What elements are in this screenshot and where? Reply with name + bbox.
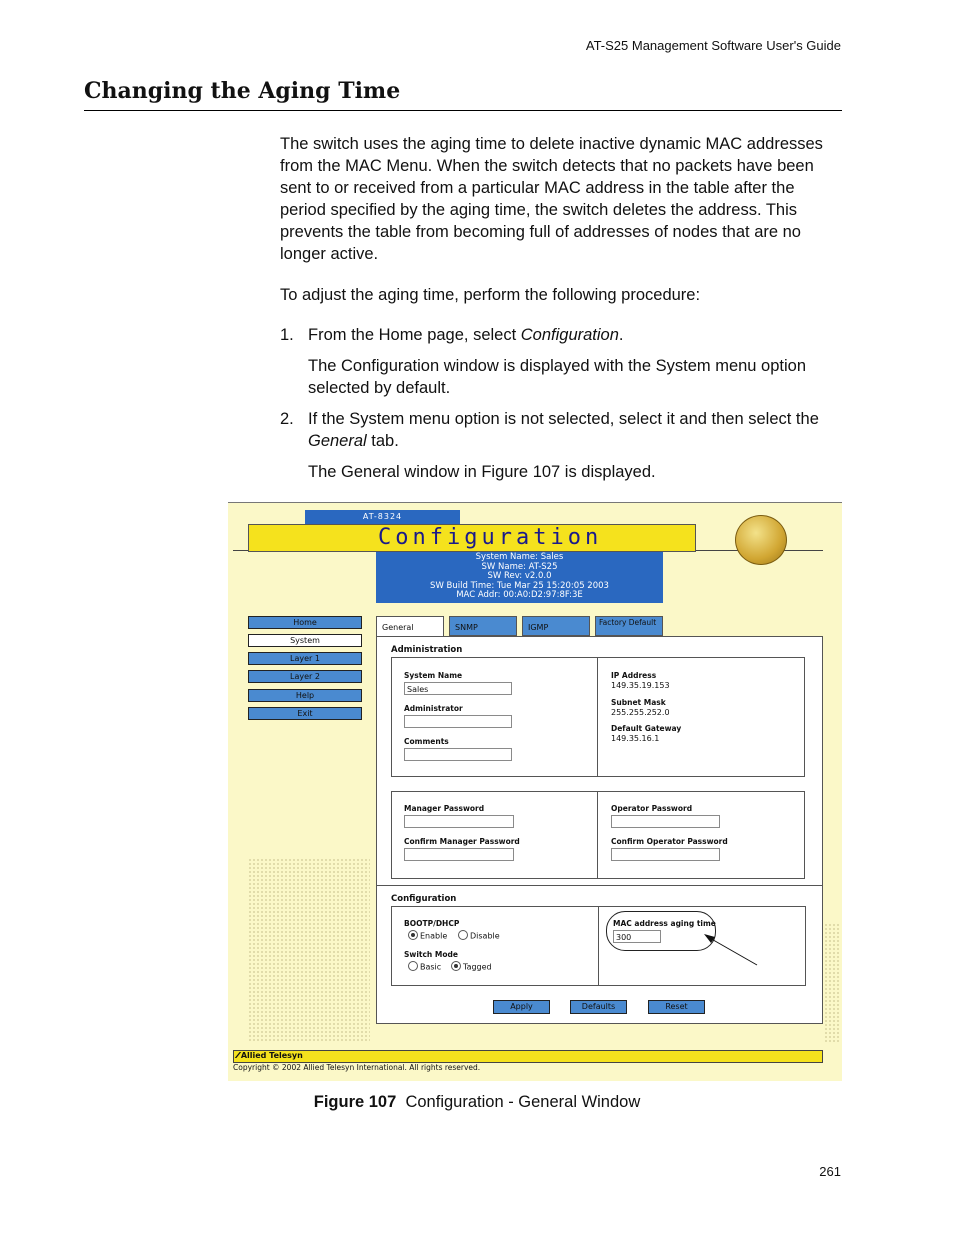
mac-addr-info: MAC Addr: 00:A0:D2:97:8F:3E	[456, 590, 583, 601]
operator-password-label: Operator Password	[611, 804, 693, 813]
nav-system-button[interactable]: System	[248, 634, 362, 647]
confirm-manager-password-input[interactable]	[404, 848, 514, 861]
manager-password-label: Manager Password	[404, 804, 485, 813]
mac-aging-time-label: MAC address aging time	[613, 919, 716, 928]
step-2-text: If the System menu option is not selected, select it and then select the General tab.	[308, 410, 819, 450]
system-name-input[interactable]: Sales	[404, 682, 512, 695]
subnet-mask-label: Subnet Mask	[611, 698, 666, 707]
tab-general[interactable]: General	[376, 616, 444, 637]
tab-factory-default[interactable]: Factory Default	[595, 616, 663, 636]
intro-paragraph: The switch uses the aging time to delete inactive dynamic MAC addresses from the MAC Menu. When the switch detects that no packets have been sent to or received from a particular MAC address in the table after the period specified by the aging time, the switch deletes the address. This prevents the table from becoming full of addresses of nodes that are no longer active.	[280, 135, 823, 263]
password-box	[391, 791, 805, 879]
bootp-dhcp-label: BOOTP/DHCP	[404, 919, 460, 928]
step-1-text: From the Home page, select Configuration.	[308, 326, 624, 344]
bootp-disable-option[interactable]: Disable	[458, 931, 500, 941]
confirm-operator-password-input[interactable]	[611, 848, 720, 861]
pointer-arrow-icon	[702, 931, 772, 971]
tab-igmp[interactable]: IGMP	[522, 616, 590, 636]
step-2-number: 2.	[280, 410, 294, 428]
default-gateway-label: Default Gateway	[611, 724, 682, 733]
ip-address-label: IP Address	[611, 671, 657, 680]
switch-mode-basic-option[interactable]: Basic	[408, 962, 441, 972]
page-number: 261	[819, 1164, 841, 1179]
enable-radio[interactable]	[408, 930, 418, 940]
switch-mode-label: Switch Mode	[404, 950, 458, 959]
tagged-radio[interactable]	[451, 961, 461, 971]
default-gateway-value: 149.35.16.1	[611, 734, 660, 743]
administration-label: Administration	[391, 645, 463, 655]
bootp-enable-option[interactable]: Enable	[408, 931, 447, 941]
manager-password-input[interactable]	[404, 815, 514, 828]
ip-address-value: 149.35.19.153	[611, 681, 670, 690]
administration-box	[391, 657, 805, 777]
general-panel	[376, 636, 823, 1024]
switch-mode-tagged-option[interactable]: Tagged	[451, 962, 492, 972]
step-2-note: The General window in Figure 107 is displayed.	[308, 463, 656, 481]
sw-build-info: SW Build Time: Tue Mar 25 15:20:05 2003	[430, 580, 609, 591]
copyright-text: Copyright © 2002 Allied Telesyn International. All rights reserved.	[233, 1063, 481, 1072]
running-header: AT-S25 Management Software User's Guide	[585, 38, 841, 53]
step-1-note: The Configuration window is displayed with the System menu option selected by default.	[308, 357, 807, 397]
figure-screenshot	[228, 502, 842, 1081]
nav-layer2-button[interactable]: Layer 2	[248, 670, 362, 683]
model-label: AT-8324	[305, 510, 460, 524]
nav-layer1-button[interactable]: Layer 1	[248, 652, 362, 665]
comments-label: Comments	[404, 737, 449, 746]
nav-help-button[interactable]: Help	[248, 689, 362, 702]
globe-icon	[735, 515, 787, 565]
disable-radio[interactable]	[458, 930, 468, 940]
figure-caption: Figure 107 Configuration - General Window	[313, 1093, 641, 1111]
config-title: Configuration	[378, 525, 603, 550]
system-info-panel	[376, 552, 663, 603]
system-name-info: System Name: Sales	[475, 552, 564, 562]
subnet-mask-value: 255.255.252.0	[611, 708, 670, 717]
defaults-button[interactable]: Defaults	[570, 1000, 627, 1014]
apply-button[interactable]: Apply	[493, 1000, 550, 1014]
reset-button[interactable]: Reset	[648, 1000, 705, 1014]
operator-password-input[interactable]	[611, 815, 720, 828]
configuration-box	[391, 906, 806, 986]
footer-bar	[233, 1050, 823, 1063]
sw-rev-info: SW Rev: v2.0.0	[487, 571, 552, 582]
comments-input[interactable]	[404, 748, 512, 761]
system-name-label: System Name	[404, 671, 463, 680]
administrator-input[interactable]	[404, 715, 512, 728]
confirm-manager-password-label: Confirm Manager Password	[404, 837, 520, 846]
mac-aging-time-input[interactable]: 300	[613, 930, 661, 943]
nav-home-button[interactable]: Home	[248, 616, 362, 629]
confirm-operator-password-label: Confirm Operator Password	[611, 837, 728, 846]
step-1-number: 1.	[280, 326, 294, 344]
title-rule	[84, 110, 842, 111]
tab-snmp[interactable]: SNMP	[449, 616, 517, 636]
sw-name-info: SW Name: AT-S25	[481, 561, 558, 572]
nav-exit-button[interactable]: Exit	[248, 707, 362, 720]
administrator-label: Administrator	[404, 704, 463, 713]
basic-radio[interactable]	[408, 961, 418, 971]
configuration-label: Configuration	[391, 894, 457, 904]
procedure-intro: To adjust the aging time, perform the following procedure:	[280, 286, 701, 304]
section-title: Changing the Aging Time	[84, 78, 401, 104]
brand-logo: ⁄⁄⁄ Allied Telesyn	[237, 1051, 303, 1060]
